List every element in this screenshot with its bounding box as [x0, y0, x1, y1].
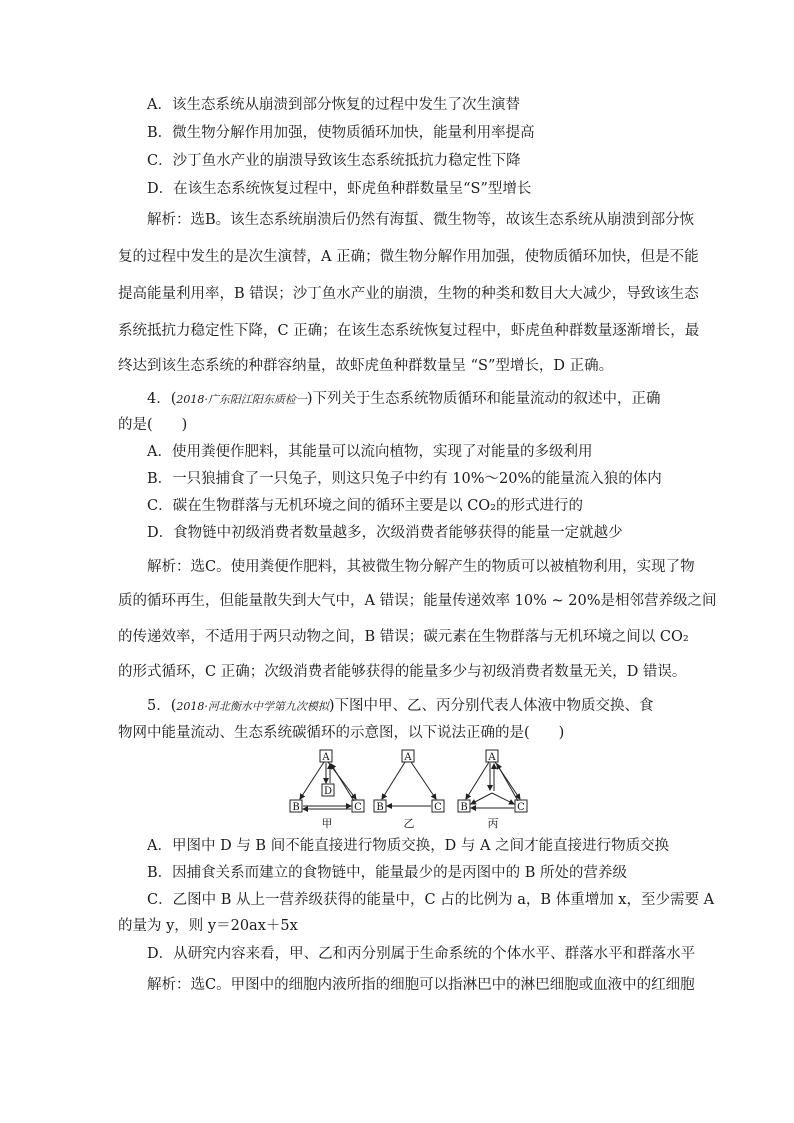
q4-option-d: D．食物链中初级消费者数量越多，次级消费者能够获得的能量一定就越少: [147, 525, 623, 541]
q5-option-c: C．乙图中 B 从上一营养级获得的能量中，C 占的比例为 a，B 体重增加 x，至少需要 A: [147, 892, 715, 908]
figure-caption-yi: 乙: [403, 817, 415, 830]
q5-stem-text: )下图中甲、乙、丙分别代表人体液中物质交换、食: [328, 698, 654, 714]
figure-caption-bing: 丙: [487, 817, 499, 830]
q3-analysis-line: 解析：选B。该生态系统崩溃后仍然有海蜇、微生物等，故该生态系统从崩溃到部分恢: [147, 212, 695, 228]
q4-stem: [147, 390, 661, 409]
node-label: B: [292, 802, 300, 813]
node-label: B: [460, 802, 468, 813]
q5-option-a: A．甲图中 D 与 B 间不能直接进行物质交换，D 与 A 之间才能直接进行物质交换: [147, 838, 670, 854]
q3-option-b: B．微生物分解作用加强，使物质循环加快，能量利用率提高: [147, 125, 535, 141]
q3-analysis-line: 复的过程中发生的是次生演替，A 正确；微生物分解作用加强，使物质循环加快，但是不能: [118, 249, 699, 265]
q4-source: 2018·广东阳江阳东质检一: [176, 393, 307, 406]
q4-analysis-line: 解析：选C。使用粪便作肥料，其被微生物分解产生的物质可以被植物利用，实现了物: [147, 559, 695, 575]
q5-option-b: B．因捕食关系而建立的食物链中，能量最少的是丙图中的 B 所处的营养级: [147, 865, 628, 881]
node-label: A: [488, 752, 496, 763]
node-label: A: [404, 752, 412, 763]
q3-option-a: A．该生态系统从崩溃到部分恢复的过程中发生了次生演替: [147, 97, 520, 113]
q5-figure: [282, 746, 532, 830]
q4-number: 4．(: [147, 391, 177, 407]
q4-analysis-line: 质的循环再生，但能量散失到大气中，A 错误；能量传递效率 10% ~ 20%是相邻营养级之间: [118, 593, 717, 609]
q4-option-a: A．使用粪便作肥料，其能量可以流向植物，实现了对能量的多级利用: [147, 444, 593, 460]
q3-analysis-line: 终达到该生态系统的种群容纳量，故虾虎鱼种群数量呈 “S”型增长，D 正确。: [118, 358, 614, 374]
q4-stem-text: )下列关于生态系统物质循环和能量流动的叙述中，正确: [306, 391, 661, 407]
node-label: B: [376, 802, 384, 813]
node-label: C: [354, 802, 362, 813]
q5-option-d: D．从研究内容来看，甲、乙和丙分别属于生命系统的个体水平、群落水平和群落水平: [147, 946, 696, 962]
q3-analysis-line: 系统抵抗力稳定性下降，C 正确；在该生态系统恢复过程中，虾虎鱼种群数量逐渐增长，最: [118, 323, 700, 339]
node-label: A: [322, 752, 330, 763]
figure-caption-jia: 甲: [321, 817, 333, 830]
q5-stem: [147, 697, 654, 716]
node-label: D: [323, 786, 333, 797]
node-label: C: [434, 802, 442, 813]
q3-analysis-line: 提高能量利用率，B 错误；沙丁鱼水产业的崩溃，生物的种类和数目大大减少，导致该生态: [118, 286, 699, 302]
q5-source: 2018·河北衡水中学第九次模拟: [176, 700, 329, 713]
q4-analysis-line: 的形式循环，C 正确；次级消费者能够获得的能量多少与初级消费者数量无关，D 错误。: [118, 664, 687, 680]
q5-stem-cont: 物网中能量流动、生态系统碳循环的示意图，以下说法正确的是( ): [118, 725, 565, 741]
q4-option-b: B．一只狼捕食了一只兔子，则这只兔子中约有 10%～20%的能量流入狼的体内: [147, 471, 662, 487]
q5-analysis-line: 解析：选C。甲图中的细胞内液所指的细胞可以指淋巴中的淋巴细胞或血液中的红细胞: [147, 977, 695, 993]
q5-number: 5．(: [147, 698, 177, 714]
q3-option-d: D．在该生态系统恢复过程中，虾虎鱼种群数量呈“S”型增长: [147, 181, 532, 197]
q3-option-c: C．沙丁鱼水产业的崩溃导致该生态系统抵抗力稳定性下降: [147, 153, 521, 169]
q4-option-c: C．碳在生物群落与无机环境之间的循环主要是以 CO₂的形式进行的: [147, 498, 583, 514]
q4-stem-cont: 的是( ): [118, 417, 188, 433]
q4-analysis-line: 的传递效率，不适用于两只动物之间，B 错误；碳元素在生物群落与无机环境之间以 CO₂: [118, 629, 689, 645]
node-label: C: [517, 802, 525, 813]
q5-option-c-cont: 的量为 y，则 y＝20ax＋5x: [118, 918, 298, 934]
